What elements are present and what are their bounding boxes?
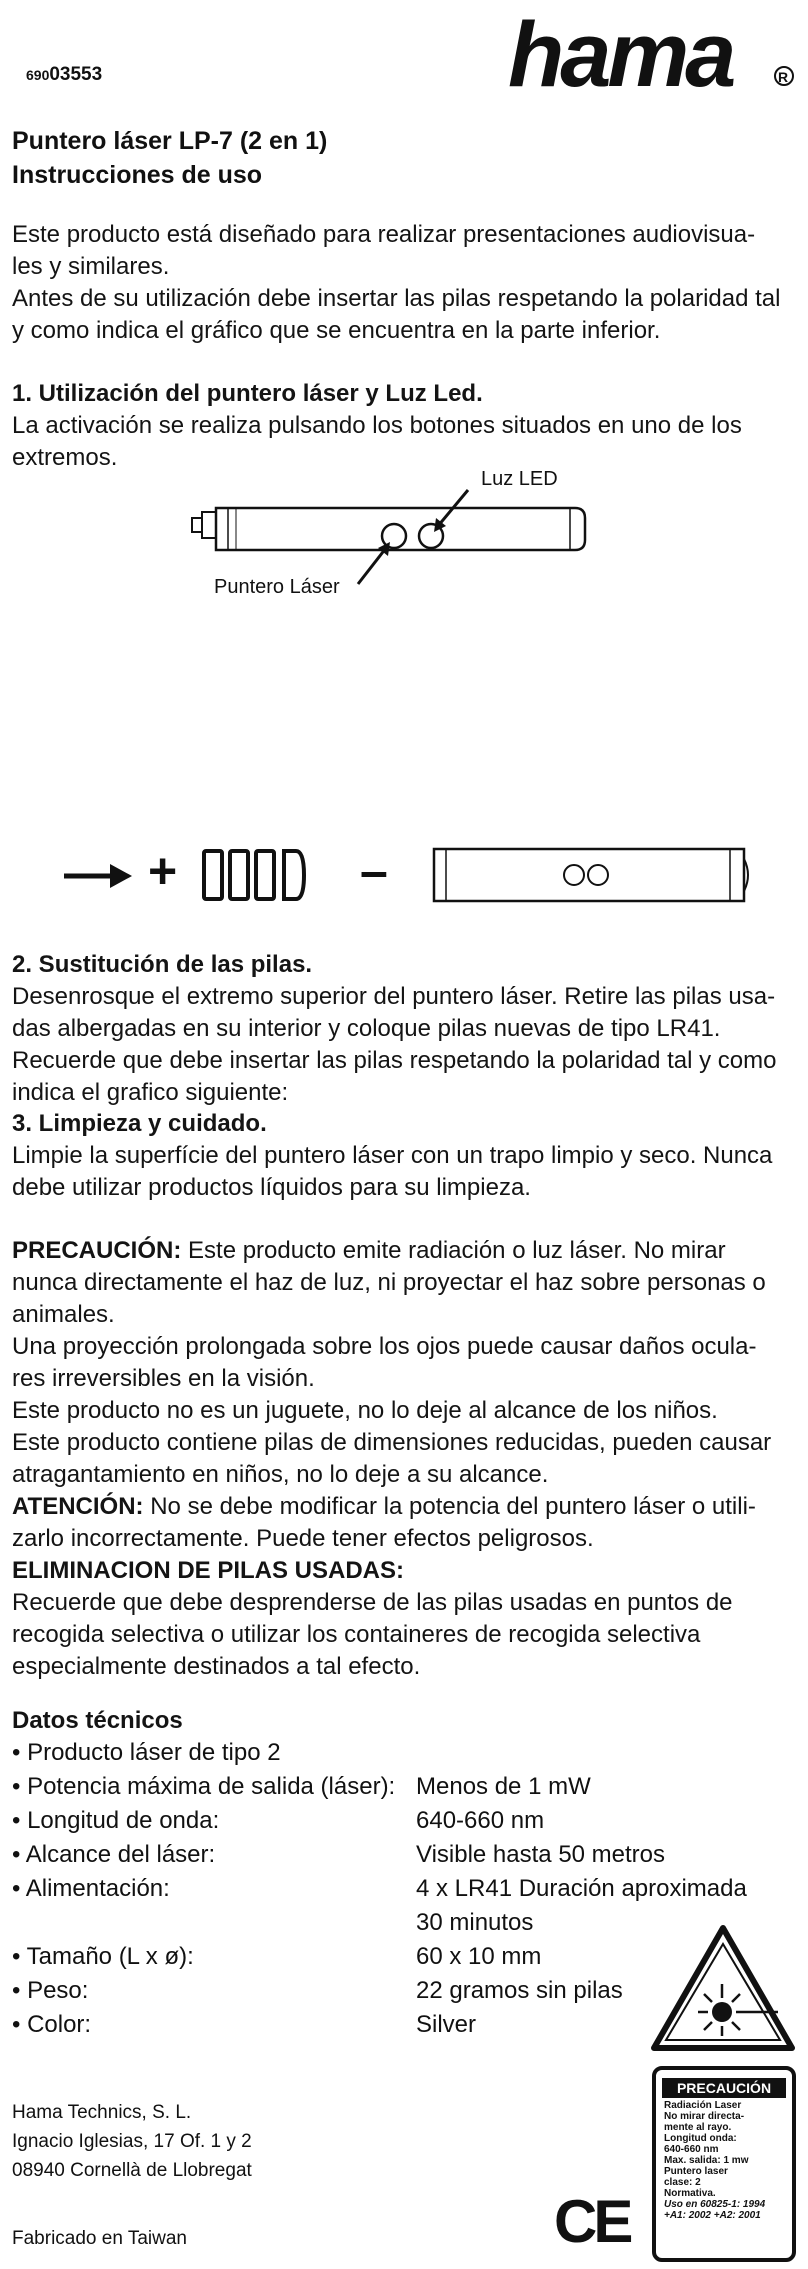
product-code [26,64,102,86]
hama-logo [508,14,800,103]
svg-text:R: R [778,69,789,85]
intro-paragraph-1: Este producto está diseñado para realizar presentaciones audiovisua-les y similares. [12,221,756,280]
intro-paragraph-2: Antes de su utilización debe insertar las pilas respetando la polaridad tal y como indica el gráfico que se encuentra en la parte inferior. [12,285,781,344]
code-number: 03553 [49,64,103,85]
document-title [12,124,327,192]
battery-2 [230,851,248,899]
caution-label: PRECAUCIÓN: [12,1237,182,1264]
address-line-1: Hama Technics, S. L. [12,2102,192,2123]
warning-label-title: PRECAUCIÓN [662,2078,786,2098]
caution-paragraph-3: Este producto no es un juguete, no lo deje al alcance de los niños. [12,1397,718,1424]
section-1-heading: 1. Utilización del puntero láser y Luz Led. [12,380,483,407]
code-prefix: 690 [26,67,50,83]
title-line-2: Instrucciones de uso [12,161,263,189]
disposal-heading: ELIMINACION DE PILAS USADAS: [12,1557,405,1584]
caution-text: Este producto emite radiación o luz láser. No mirar nunca directamente el haz de luz, ni proyectar el haz sobre personas o animales. [12,1237,766,1328]
section-1-text: La activación se realiza pulsando los botones situados en uno de los extremos. [12,412,742,471]
section-2-text: Desenrosque el extremo superior del puntero láser. Retire las pilas usa-das albergadas en su interior y coloque pilas nuevas de tipo LR41. Recuerde que debe insertar las pilas respetando la polaridad tal y como indica el grafico siguiente: [12,983,777,1106]
battery-row [200,845,760,909]
address-line-2: Ignacio Iglesias, 17 Of. 1 y 2 [12,2131,252,2152]
laser-warning-label: PRECAUCIÓN Radiación Laser No mirar directa- mente al rayo. Longitud onda: 640-660 nm Max. salida: 1 mw Puntero laser clase: 2 Normativa. Uso en 60825-1: 1994 +A1: 2002 +A2: 2001 [652,2066,796,2262]
minus-sign: – [360,843,388,899]
title-line-1: Puntero láser LP-7 (2 en 1) [12,127,328,155]
brand-text: hama [508,14,733,98]
attention-text: No se debe modificar la potencia del puntero láser o utili-zarlo incorrectamente. Puede tener efectos peligrosos. [12,1493,756,1552]
label-luz-led: Luz LED [481,468,558,490]
battery-1 [204,851,222,899]
made-in: Fabricado en Taiwan [12,2228,187,2249]
address-line-3: 08940 Cornellà de Llobregat [12,2160,252,2181]
ce-mark: CE [554,2188,630,2255]
section-2-heading: 2. Sustitución de las pilas. [12,951,313,978]
battery-3 [256,851,274,899]
disposal-text: Recuerde que debe desprenderse de las pilas usadas en puntos de recogida selectiva o utilizar los containeres de recogida selectiva especialmente destinados a tal efecto. [12,1589,733,1680]
section-3-text: Limpie la superfície del puntero láser con un trapo limpio y seco. Nunca debe utilizar productos líquidos para su limpieza. [12,1142,773,1201]
caution-paragraph-4: Este producto contiene pilas de dimensiones reducidas, pueden causar atragantamiento en niños, no lo deje a su alcance. [12,1429,772,1488]
caution-paragraph-2: Una proyección prolongada sobre los ojos puede causar daños ocula-res irreversibles en la visión. [12,1333,757,1392]
attention-paragraph [12,1491,782,1555]
specs-heading: Datos técnicos [12,1707,183,1734]
section-3-heading: 3. Limpieza y cuidado. [12,1110,267,1137]
caution-paragraph [12,1235,782,1331]
battery-4 [284,851,304,899]
plus-sign: + [148,843,178,899]
laser-hazard-icon [648,1922,798,2056]
label-puntero-laser: Puntero Láser [214,576,340,598]
attention-label: ATENCIÓN: [12,1493,144,1520]
